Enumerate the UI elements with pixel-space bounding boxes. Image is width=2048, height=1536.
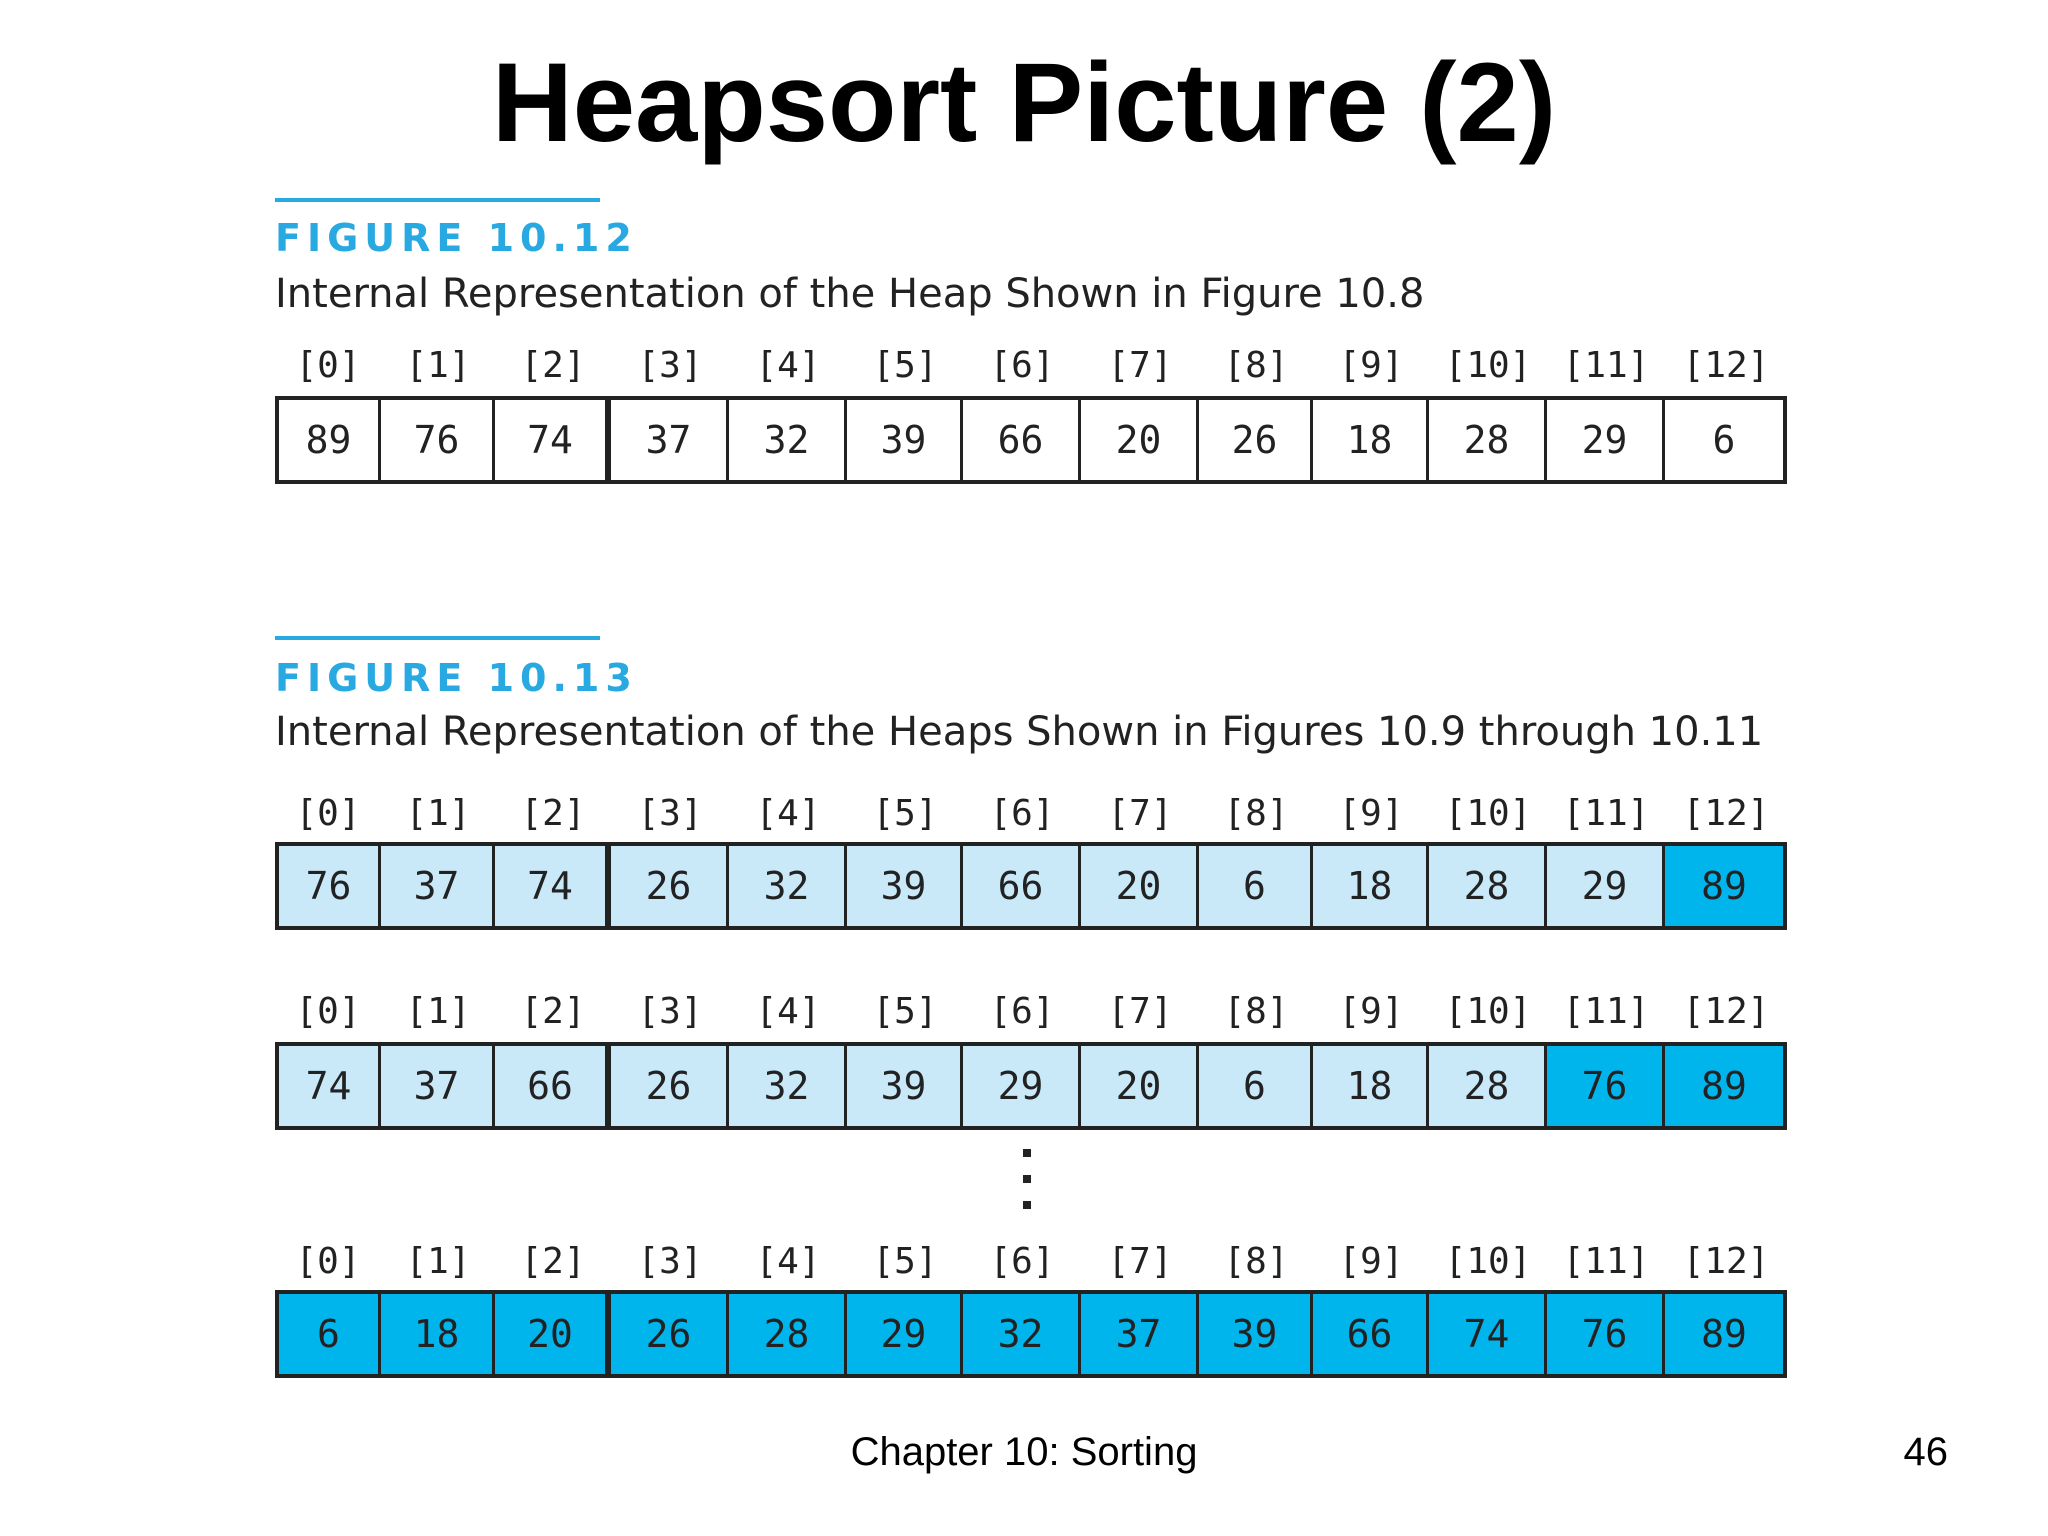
index-row (275, 1236, 1787, 1288)
array-index-label: [1] (405, 793, 471, 834)
index-row (275, 986, 1787, 1038)
array-cell: 29 (963, 1046, 1081, 1126)
array-cell: 28 (1429, 400, 1547, 480)
array-index-label: [4] (755, 1241, 821, 1282)
array-cell: 39 (847, 846, 963, 926)
array-index-label: [11] (1562, 991, 1650, 1032)
array-cell: 74 (495, 846, 611, 926)
array-cell: 18 (1313, 846, 1429, 926)
array-cell: 26 (1199, 400, 1313, 480)
array-index-label: [11] (1562, 793, 1650, 834)
array-index-label: [4] (755, 345, 821, 386)
array-index-label: [12] (1682, 1241, 1770, 1282)
array-cell: 66 (495, 1046, 611, 1126)
array-cell: 29 (1547, 400, 1665, 480)
array-index-label: [11] (1562, 1241, 1650, 1282)
array-index-label: [0] (295, 991, 361, 1032)
array-cell: 66 (963, 846, 1081, 926)
array-index-label: [12] (1682, 345, 1770, 386)
array-cell: 89 (1665, 1046, 1783, 1126)
array-cell: 26 (611, 846, 729, 926)
array-cell: 74 (1429, 1294, 1547, 1374)
array-cell: 39 (847, 400, 963, 480)
array-index-label: [6] (989, 991, 1055, 1032)
array-cell: 6 (1665, 400, 1783, 480)
array-index-label: [2] (520, 1241, 586, 1282)
array-cell: 28 (1429, 1046, 1547, 1126)
array-cell: 37 (381, 1046, 495, 1126)
array-cell: 20 (1081, 400, 1199, 480)
ellipsis-dot (1023, 1201, 1031, 1209)
array-cell: 39 (847, 1046, 963, 1126)
array-index-label: [0] (295, 1241, 361, 1282)
array-index-label: [2] (520, 793, 586, 834)
array-index-label: [10] (1444, 1241, 1532, 1282)
array-cell: 18 (1313, 1046, 1429, 1126)
figure-12-label: FIGURE 10.12 (275, 216, 638, 260)
array-index-label: [5] (872, 793, 938, 834)
array-cell: 32 (729, 1046, 847, 1126)
array-cell: 18 (381, 1294, 495, 1374)
index-row (275, 788, 1787, 840)
array-cell: 28 (1429, 846, 1547, 926)
array-index-label: [7] (1107, 1241, 1173, 1282)
array-cell: 28 (729, 1294, 847, 1374)
array-cell: 76 (1547, 1294, 1665, 1374)
array-cell: 32 (729, 400, 847, 480)
array-index-label: [11] (1562, 345, 1650, 386)
array-cell: 89 (1665, 1294, 1783, 1374)
array-index-label: [0] (295, 345, 361, 386)
array-cell: 20 (1081, 1046, 1199, 1126)
array-cell: 29 (847, 1294, 963, 1374)
array-cell: 37 (1081, 1294, 1199, 1374)
array-index-label: [12] (1682, 991, 1770, 1032)
array-cell: 39 (1199, 1294, 1313, 1374)
array-cell: 18 (1313, 400, 1429, 480)
array-cell: 26 (611, 1046, 729, 1126)
page-number: 46 (1903, 1430, 1948, 1474)
array-index-label: [6] (989, 345, 1055, 386)
array-index-label: [6] (989, 1241, 1055, 1282)
array-cell: 6 (1199, 846, 1313, 926)
array-index-label: [9] (1338, 1241, 1404, 1282)
array-index-label: [10] (1444, 793, 1532, 834)
array-index-label: [8] (1223, 991, 1289, 1032)
array-index-label: [1] (405, 1241, 471, 1282)
array-index-label: [12] (1682, 793, 1770, 834)
array-cell: 20 (495, 1294, 611, 1374)
array-index-label: [1] (405, 991, 471, 1032)
array-row-step-1 (275, 842, 1787, 930)
ellipsis-dot (1023, 1175, 1031, 1183)
array-cell: 89 (1665, 846, 1783, 926)
array-index-label: [8] (1223, 793, 1289, 834)
array-index-label: [0] (295, 793, 361, 834)
array-index-label: [10] (1444, 345, 1532, 386)
array-cell: 74 (495, 400, 611, 480)
figure-12-rule (275, 198, 600, 202)
slide-title: Heapsort Picture (2) (491, 40, 1557, 165)
array-row-step-2 (275, 1042, 1787, 1130)
array-index-label: [5] (872, 345, 938, 386)
array-index-label: [7] (1107, 991, 1173, 1032)
array-index-label: [8] (1223, 1241, 1289, 1282)
array-index-label: [6] (989, 793, 1055, 834)
array-cell: 26 (611, 1294, 729, 1374)
array-cell: 76 (381, 400, 495, 480)
array-index-label: [1] (405, 345, 471, 386)
array-index-label: [7] (1107, 793, 1173, 834)
array-index-label: [4] (755, 991, 821, 1032)
array-cell: 74 (279, 1046, 381, 1126)
ellipsis-dots (1022, 1140, 1032, 1218)
array-index-label: [4] (755, 793, 821, 834)
array-index-label: [9] (1338, 793, 1404, 834)
array-cell: 66 (1313, 1294, 1429, 1374)
array-cell: 32 (963, 1294, 1081, 1374)
array-cell: 37 (381, 846, 495, 926)
array-index-label: [3] (637, 1241, 703, 1282)
array-cell: 76 (1547, 1046, 1665, 1126)
figure-13-caption: Internal Representation of the Heaps Shown in Figures 10.9 through 10.11 (275, 709, 1764, 755)
figure-13-label: FIGURE 10.13 (275, 656, 638, 700)
index-row (275, 340, 1787, 392)
array-cell: 32 (729, 846, 847, 926)
array-row-sorted (275, 1290, 1787, 1378)
array-index-label: [8] (1223, 345, 1289, 386)
array-index-label: [5] (872, 1241, 938, 1282)
array-cell: 6 (279, 1294, 381, 1374)
array-cell: 76 (279, 846, 381, 926)
array-index-label: [7] (1107, 345, 1173, 386)
figure-13-rule (275, 636, 600, 640)
array-cell: 89 (279, 400, 381, 480)
array-row-heap (275, 396, 1787, 484)
figure-12-caption: Internal Representation of the Heap Shown in Figure 10.8 (275, 271, 1425, 317)
array-cell: 6 (1199, 1046, 1313, 1126)
array-index-label: [2] (520, 991, 586, 1032)
array-index-label: [9] (1338, 991, 1404, 1032)
array-index-label: [2] (520, 345, 586, 386)
array-cell: 29 (1547, 846, 1665, 926)
array-cell: 66 (963, 400, 1081, 480)
footer-chapter: Chapter 10: Sorting (850, 1430, 1198, 1474)
array-index-label: [5] (872, 991, 938, 1032)
array-index-label: [3] (637, 793, 703, 834)
array-index-label: [9] (1338, 345, 1404, 386)
array-cell: 20 (1081, 846, 1199, 926)
array-index-label: [3] (637, 991, 703, 1032)
array-index-label: [10] (1444, 991, 1532, 1032)
array-index-label: [3] (637, 345, 703, 386)
array-cell: 37 (611, 400, 729, 480)
ellipsis-dot (1023, 1149, 1031, 1157)
